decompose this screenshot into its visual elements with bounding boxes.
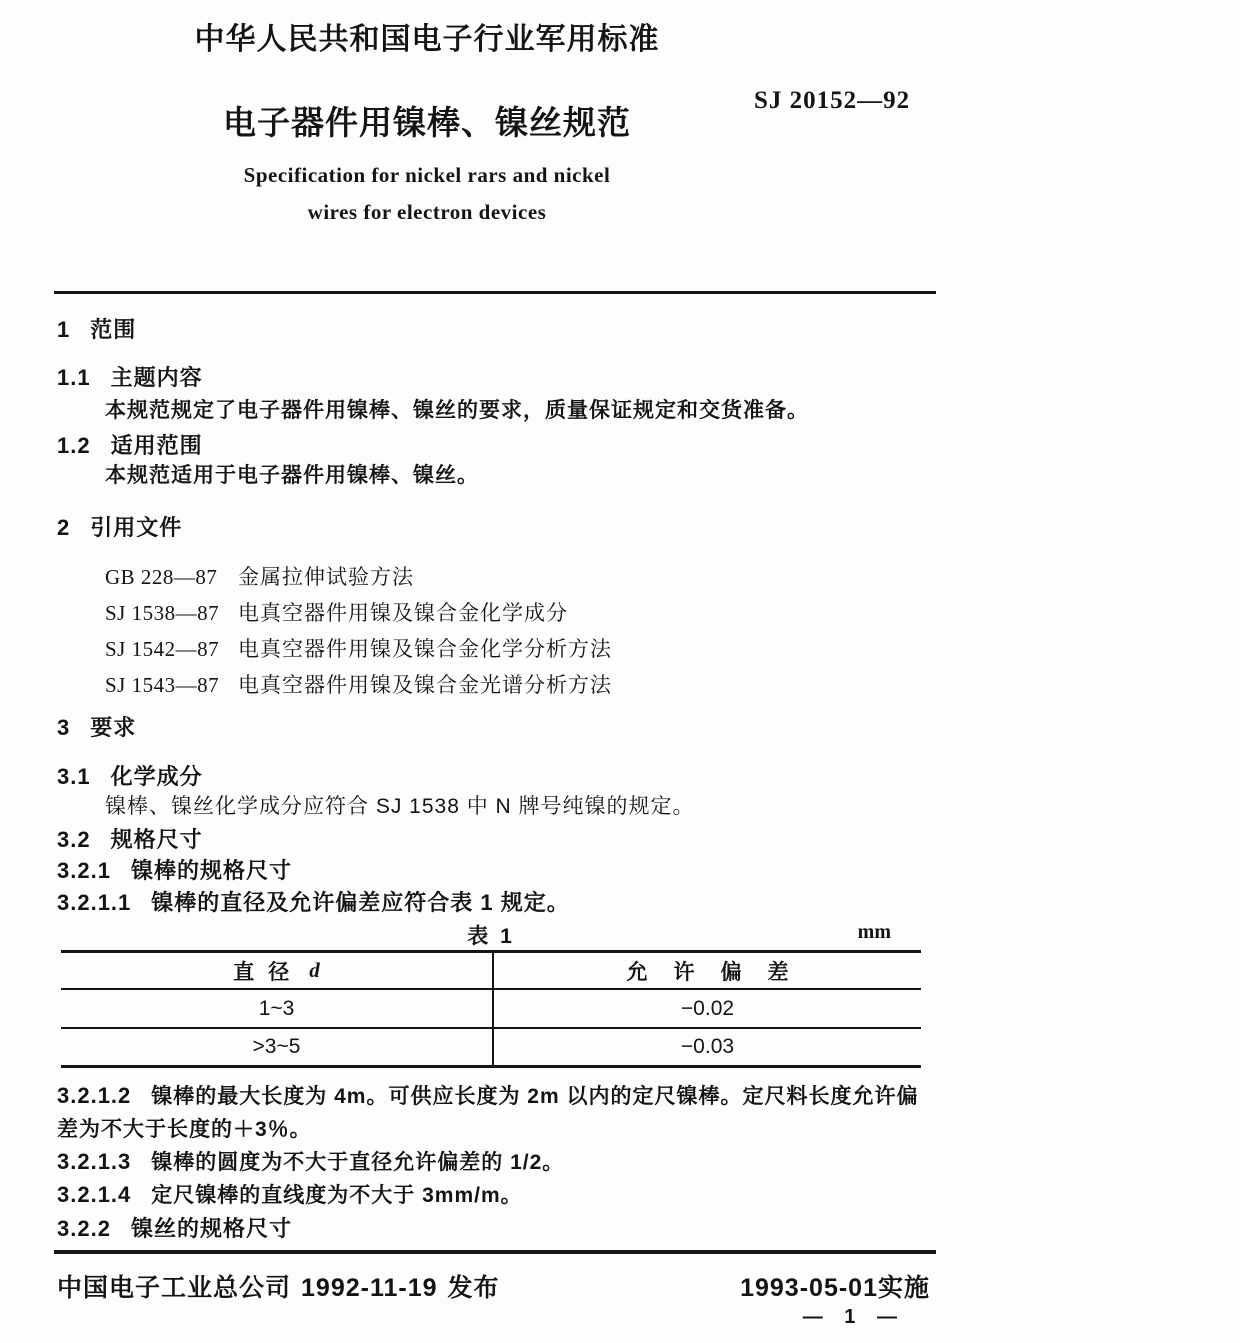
section-3-2-1-heading bbox=[57, 854, 940, 885]
section-number: 3.2.1.4 bbox=[57, 1182, 132, 1207]
section-3-1-heading bbox=[57, 760, 940, 791]
section-1-2-paragraph: 本规范适用于电子器件用镍棒、镍丝。 bbox=[105, 464, 479, 487]
header-rule bbox=[54, 291, 936, 294]
cell-deviation: −0.02 bbox=[680, 996, 735, 1020]
section-number: 1.2 bbox=[57, 433, 91, 458]
section-1-1-paragraph: 本规范规定了电子器件用镍棒、镍丝的要求，质量保证规定和交货准备。 bbox=[105, 399, 809, 422]
section-title: 适用范围 bbox=[110, 433, 203, 458]
cell-diameter: >3~5 bbox=[61, 1029, 494, 1065]
standard-number: SJ 20152—92 bbox=[754, 87, 911, 114]
table-1-caption: 表 1 bbox=[467, 925, 515, 948]
diameter-symbol: d bbox=[309, 958, 320, 982]
reference-title: 金属拉伸试验方法 bbox=[238, 566, 414, 589]
section-number: 1.1 bbox=[57, 365, 91, 390]
reference-list bbox=[57, 559, 940, 703]
table-1 bbox=[61, 950, 921, 1068]
section-1-heading bbox=[57, 313, 940, 344]
table-row bbox=[61, 990, 921, 1029]
reference-title: 电真空器件用镍及镍合金化学成分 bbox=[238, 602, 568, 625]
section-3-2-2-heading bbox=[57, 1212, 940, 1243]
issuer-name: 中国电子工业总公司 bbox=[57, 1274, 292, 1302]
section-title: 镍棒的规格尺寸 bbox=[130, 858, 292, 883]
reference-code: GB 228—87 bbox=[105, 565, 218, 589]
issue-label: 发布 bbox=[447, 1274, 500, 1302]
table-1-unit-label: mm bbox=[857, 921, 891, 943]
footer-rule bbox=[54, 1250, 936, 1254]
english-title-line2: wires for electron devices bbox=[307, 200, 547, 224]
section-number: 2 bbox=[57, 515, 71, 540]
table-row bbox=[61, 1029, 921, 1068]
section-number: 3.2.1.2 bbox=[57, 1083, 132, 1108]
section-number: 3.2.1.3 bbox=[57, 1149, 132, 1174]
reference-code: SJ 1543—87 bbox=[105, 673, 220, 697]
section-3-heading bbox=[57, 711, 940, 742]
section-number: 3.1 bbox=[57, 764, 91, 789]
section-3-2-1-4-paragraph bbox=[57, 1178, 940, 1212]
section-title: 范围 bbox=[90, 317, 137, 342]
table-1-caption-row bbox=[61, 920, 921, 948]
reference-item bbox=[57, 631, 940, 667]
reference-title: 电真空器件用镍及镍合金光谱分析方法 bbox=[238, 674, 612, 697]
section-3-2-1-3-paragraph bbox=[57, 1145, 940, 1179]
reference-code: SJ 1542—87 bbox=[105, 637, 220, 661]
section-title: 主题内容 bbox=[110, 365, 203, 390]
table-header-row bbox=[61, 953, 921, 990]
issue-date: 1992-11-19 bbox=[301, 1274, 438, 1302]
cell-deviation: −0.03 bbox=[680, 1035, 735, 1058]
reference-code: SJ 1538—87 bbox=[105, 601, 220, 625]
reference-item bbox=[57, 667, 940, 703]
english-title-line1: Specification for nickel rars and nickel bbox=[243, 163, 611, 187]
section-1-1-heading bbox=[57, 361, 940, 392]
deviation-label: 允许偏差 bbox=[626, 960, 815, 984]
implement-label: 实施 bbox=[877, 1274, 930, 1302]
section-title: 要求 bbox=[90, 715, 137, 740]
reference-item bbox=[57, 595, 940, 631]
paragraph-text: 镍棒的最大长度为 4m。可供应长度为 2m 以内的定尺镍棒。定尺料长度允许偏差为不大于长度的＋3％。 bbox=[57, 1085, 919, 1141]
section-2-heading bbox=[57, 511, 940, 542]
section-3-2-heading bbox=[57, 823, 940, 854]
paragraph-text: 定尺镍棒的直线度为不大于 3mm/m。 bbox=[151, 1184, 523, 1207]
diameter-label: 直径 bbox=[233, 960, 304, 984]
section-1-2-heading bbox=[57, 429, 940, 460]
reference-title: 电真空器件用镍及镍合金化学分析方法 bbox=[238, 638, 612, 661]
section-number: 1 bbox=[57, 317, 71, 342]
section-number: 3.2.1.1 bbox=[57, 890, 132, 915]
section-number: 3.2.2 bbox=[57, 1216, 111, 1241]
section-title: 镍丝的规格尺寸 bbox=[130, 1216, 292, 1241]
reference-item bbox=[57, 559, 940, 595]
column-header-diameter bbox=[61, 953, 494, 988]
section-3-1-paragraph: 镍棒、镍丝化学成分应符合 SJ 1538 中 N 牌号纯镍的规定。 bbox=[105, 795, 695, 818]
org-header: 中华人民共和国电子行业军用标准 bbox=[194, 23, 660, 56]
paragraph-text: 镍棒的圆度为不大于直径允许偏差的 1/2。 bbox=[151, 1151, 565, 1174]
section-3-2-1-2-paragraph bbox=[57, 1079, 940, 1146]
section-number: 3.2.1 bbox=[57, 858, 111, 883]
cell-diameter: 1~3 bbox=[61, 990, 494, 1027]
section-3-2-1-1-heading bbox=[57, 886, 940, 917]
column-header-deviation bbox=[494, 953, 921, 988]
section-title: 规格尺寸 bbox=[110, 827, 203, 852]
section-title: 化学成分 bbox=[110, 764, 203, 789]
section-number: 3 bbox=[57, 715, 71, 740]
section-number: 3.2 bbox=[57, 827, 91, 852]
implement-line bbox=[740, 1268, 930, 1304]
section-title: 引用文件 bbox=[90, 515, 183, 540]
implement-date: 1993-05-01 bbox=[740, 1274, 878, 1302]
issuer-line bbox=[57, 1268, 500, 1304]
document-title: 电子器件用镍棒、镍丝规范 bbox=[223, 104, 631, 141]
section-title: 镍棒的直径及允许偏差应符合表 1 规定。 bbox=[151, 890, 570, 915]
page-number: — 1 — bbox=[802, 1306, 897, 1328]
